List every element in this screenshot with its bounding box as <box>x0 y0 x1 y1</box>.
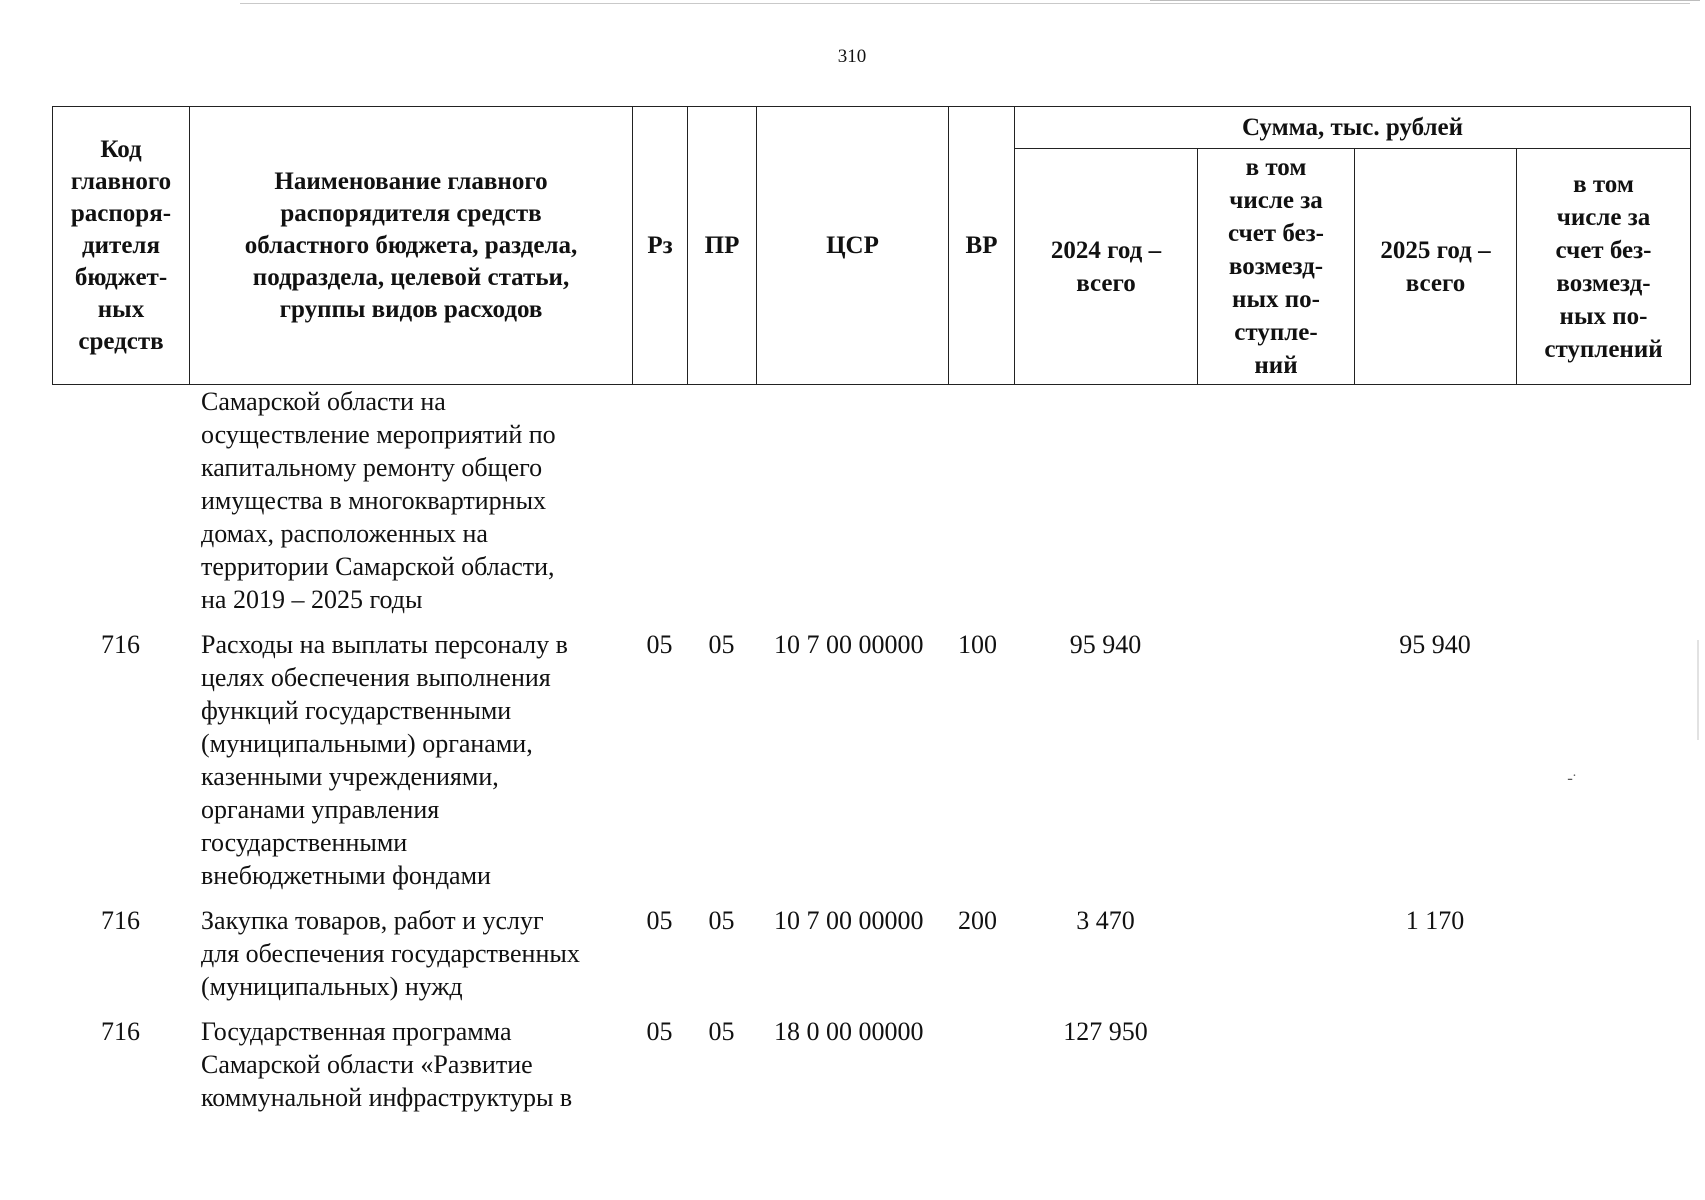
cell-csr: 10 7 00 00000 <box>774 630 924 659</box>
cell-pr: 05 <box>708 630 735 659</box>
cell-csr: 18 0 00 00000 <box>774 1017 924 1046</box>
scan-edge-line <box>240 3 1690 4</box>
header-line: ступлений <box>1544 335 1663 363</box>
cell-rz: 05 <box>646 630 673 659</box>
header-2025-total <box>1355 149 1517 385</box>
cell-2024-total: 3 470 <box>1076 906 1135 935</box>
header-2024-grants <box>1198 149 1355 385</box>
header-name <box>190 107 633 385</box>
name-line: (муниципальных) нужд <box>201 972 463 1001</box>
cell-vr: 200 <box>958 906 997 935</box>
cell-2025-grants <box>1516 904 1690 1003</box>
header-line: подраздела, целевой статьи, <box>252 263 570 291</box>
header-line: числе за <box>1556 203 1651 231</box>
header-line: распорядителя средств <box>280 199 542 227</box>
cell-2025-total: 95 940 <box>1399 630 1471 659</box>
header-line: группы видов расходов <box>279 295 543 323</box>
header-line: счет без- <box>1555 236 1652 264</box>
name-line: домах, расположенных на <box>201 519 488 548</box>
table-row <box>52 904 1690 1003</box>
cell-vr <box>948 1015 1014 1114</box>
header-line: 2024 год – <box>1050 236 1162 264</box>
cell-2025-total <box>1354 385 1516 616</box>
name-line: Самарской области «Развитие <box>201 1050 533 1079</box>
header-vr: ВР <box>949 107 1015 385</box>
header-line: ступле- <box>1234 319 1318 346</box>
header-line: Код <box>100 135 142 163</box>
name-line: капитальному ремонту общего <box>201 453 543 482</box>
name-line: целях обеспечения выполнения <box>201 663 551 692</box>
cell-rz: 05 <box>646 1017 673 1046</box>
cell-rz: 05 <box>646 906 673 935</box>
name-line: Самарской области на <box>201 387 446 416</box>
cell-2025-grants <box>1516 385 1690 616</box>
header-line: в том <box>1245 154 1307 181</box>
cell-2024-grants <box>1197 904 1354 1003</box>
header-name-lines <box>190 166 632 326</box>
scan-edge-line <box>1150 0 1700 1</box>
name-line: функций государственными <box>201 696 512 725</box>
header-line: всего <box>1076 269 1136 297</box>
header-line: главного <box>70 167 172 195</box>
cell-vr: 100 <box>958 630 997 659</box>
name-line: государственными <box>201 828 408 857</box>
header-pr: ПР <box>688 107 757 385</box>
cell-pr: 05 <box>708 906 735 935</box>
header-code <box>53 107 190 385</box>
header-line: ных по- <box>1559 302 1648 330</box>
name-line: коммунальной инфраструктуры в <box>201 1083 573 1112</box>
header-2025-grants <box>1517 149 1691 385</box>
header-line: возмезд- <box>1228 253 1324 280</box>
cell-2024-grants <box>1197 628 1354 892</box>
header-line: ных по- <box>1232 286 1320 313</box>
name-line: для обеспечения государственных <box>201 939 580 968</box>
table-header <box>52 106 1691 385</box>
cell-2025-grants <box>1516 1015 1690 1114</box>
cell-2025-total: 1 170 <box>1405 906 1465 935</box>
cell-2025-total <box>1354 1015 1516 1114</box>
header-line: областного бюджета, раздела, <box>244 231 578 259</box>
cell-vr <box>948 385 1014 616</box>
header-line: средств <box>78 327 164 355</box>
table-row <box>52 1015 1690 1114</box>
scan-edge-line <box>1697 640 1699 740</box>
table-body <box>52 385 1690 1114</box>
name-line: Закупка товаров, работ и услуг <box>201 906 544 935</box>
header-csr: ЦСР <box>757 107 949 385</box>
cell-pr: 05 <box>708 1017 735 1046</box>
header-sum-title: Сумма, тыс. рублей <box>1015 107 1691 149</box>
cell-pr <box>687 385 756 616</box>
cell-code <box>52 385 189 616</box>
name-line: казенными учреждениями, <box>201 762 499 791</box>
name-line: Расходы на выплаты персоналу в <box>201 630 568 659</box>
cell-csr: 10 7 00 00000 <box>774 906 924 935</box>
name-line: имущества в многоквартирных <box>201 486 547 515</box>
header-line: возмезд- <box>1556 269 1651 297</box>
cell-code: 716 <box>101 1017 140 1046</box>
header-line: всего <box>1405 269 1466 297</box>
cell-name <box>189 904 632 1003</box>
header-line: бюджет- <box>74 263 168 291</box>
cell-name <box>189 1015 632 1114</box>
table-row <box>52 385 1690 616</box>
cell-2024-grants <box>1197 1015 1354 1114</box>
header-line: в том <box>1573 170 1634 198</box>
name-line: внебюджетными фондами <box>201 861 491 890</box>
name-line: на 2019 – 2025 годы <box>201 585 423 614</box>
page-number: 310 <box>837 46 867 67</box>
scan-speck: ـ· <box>1568 769 1577 784</box>
header-line: распоря- <box>70 199 172 227</box>
header-rz: Рз <box>633 107 688 385</box>
cell-code: 716 <box>101 630 140 659</box>
header-line: числе за <box>1229 187 1323 214</box>
cell-2024-total <box>1014 385 1197 616</box>
cell-code: 716 <box>101 906 140 935</box>
table-row <box>52 628 1690 892</box>
cell-name <box>189 385 632 616</box>
header-line: 2025 год – <box>1380 236 1491 264</box>
cell-rz <box>632 385 687 616</box>
cell-2024-total: 95 940 <box>1069 630 1142 659</box>
cell-2024-grants <box>1197 385 1354 616</box>
header-line: Наименование главного <box>274 167 548 195</box>
name-line: осуществление мероприятий по <box>201 420 556 449</box>
name-line: территории Самарской области, <box>201 552 555 581</box>
header-2024-total <box>1015 149 1198 385</box>
name-line: (муниципальными) органами, <box>201 729 533 758</box>
cell-2025-grants <box>1516 628 1690 892</box>
cell-name <box>189 628 632 892</box>
header-line: дителя <box>82 231 160 259</box>
header-code-lines <box>53 134 189 358</box>
name-line: органами управления <box>201 795 440 824</box>
header-line: ний <box>1254 352 1298 379</box>
header-line: ных <box>97 295 145 323</box>
cell-2024-total: 127 950 <box>1063 1017 1148 1046</box>
name-line: Государственная программа <box>201 1017 512 1046</box>
header-line: счет без- <box>1228 220 1324 247</box>
cell-csr <box>756 385 948 616</box>
